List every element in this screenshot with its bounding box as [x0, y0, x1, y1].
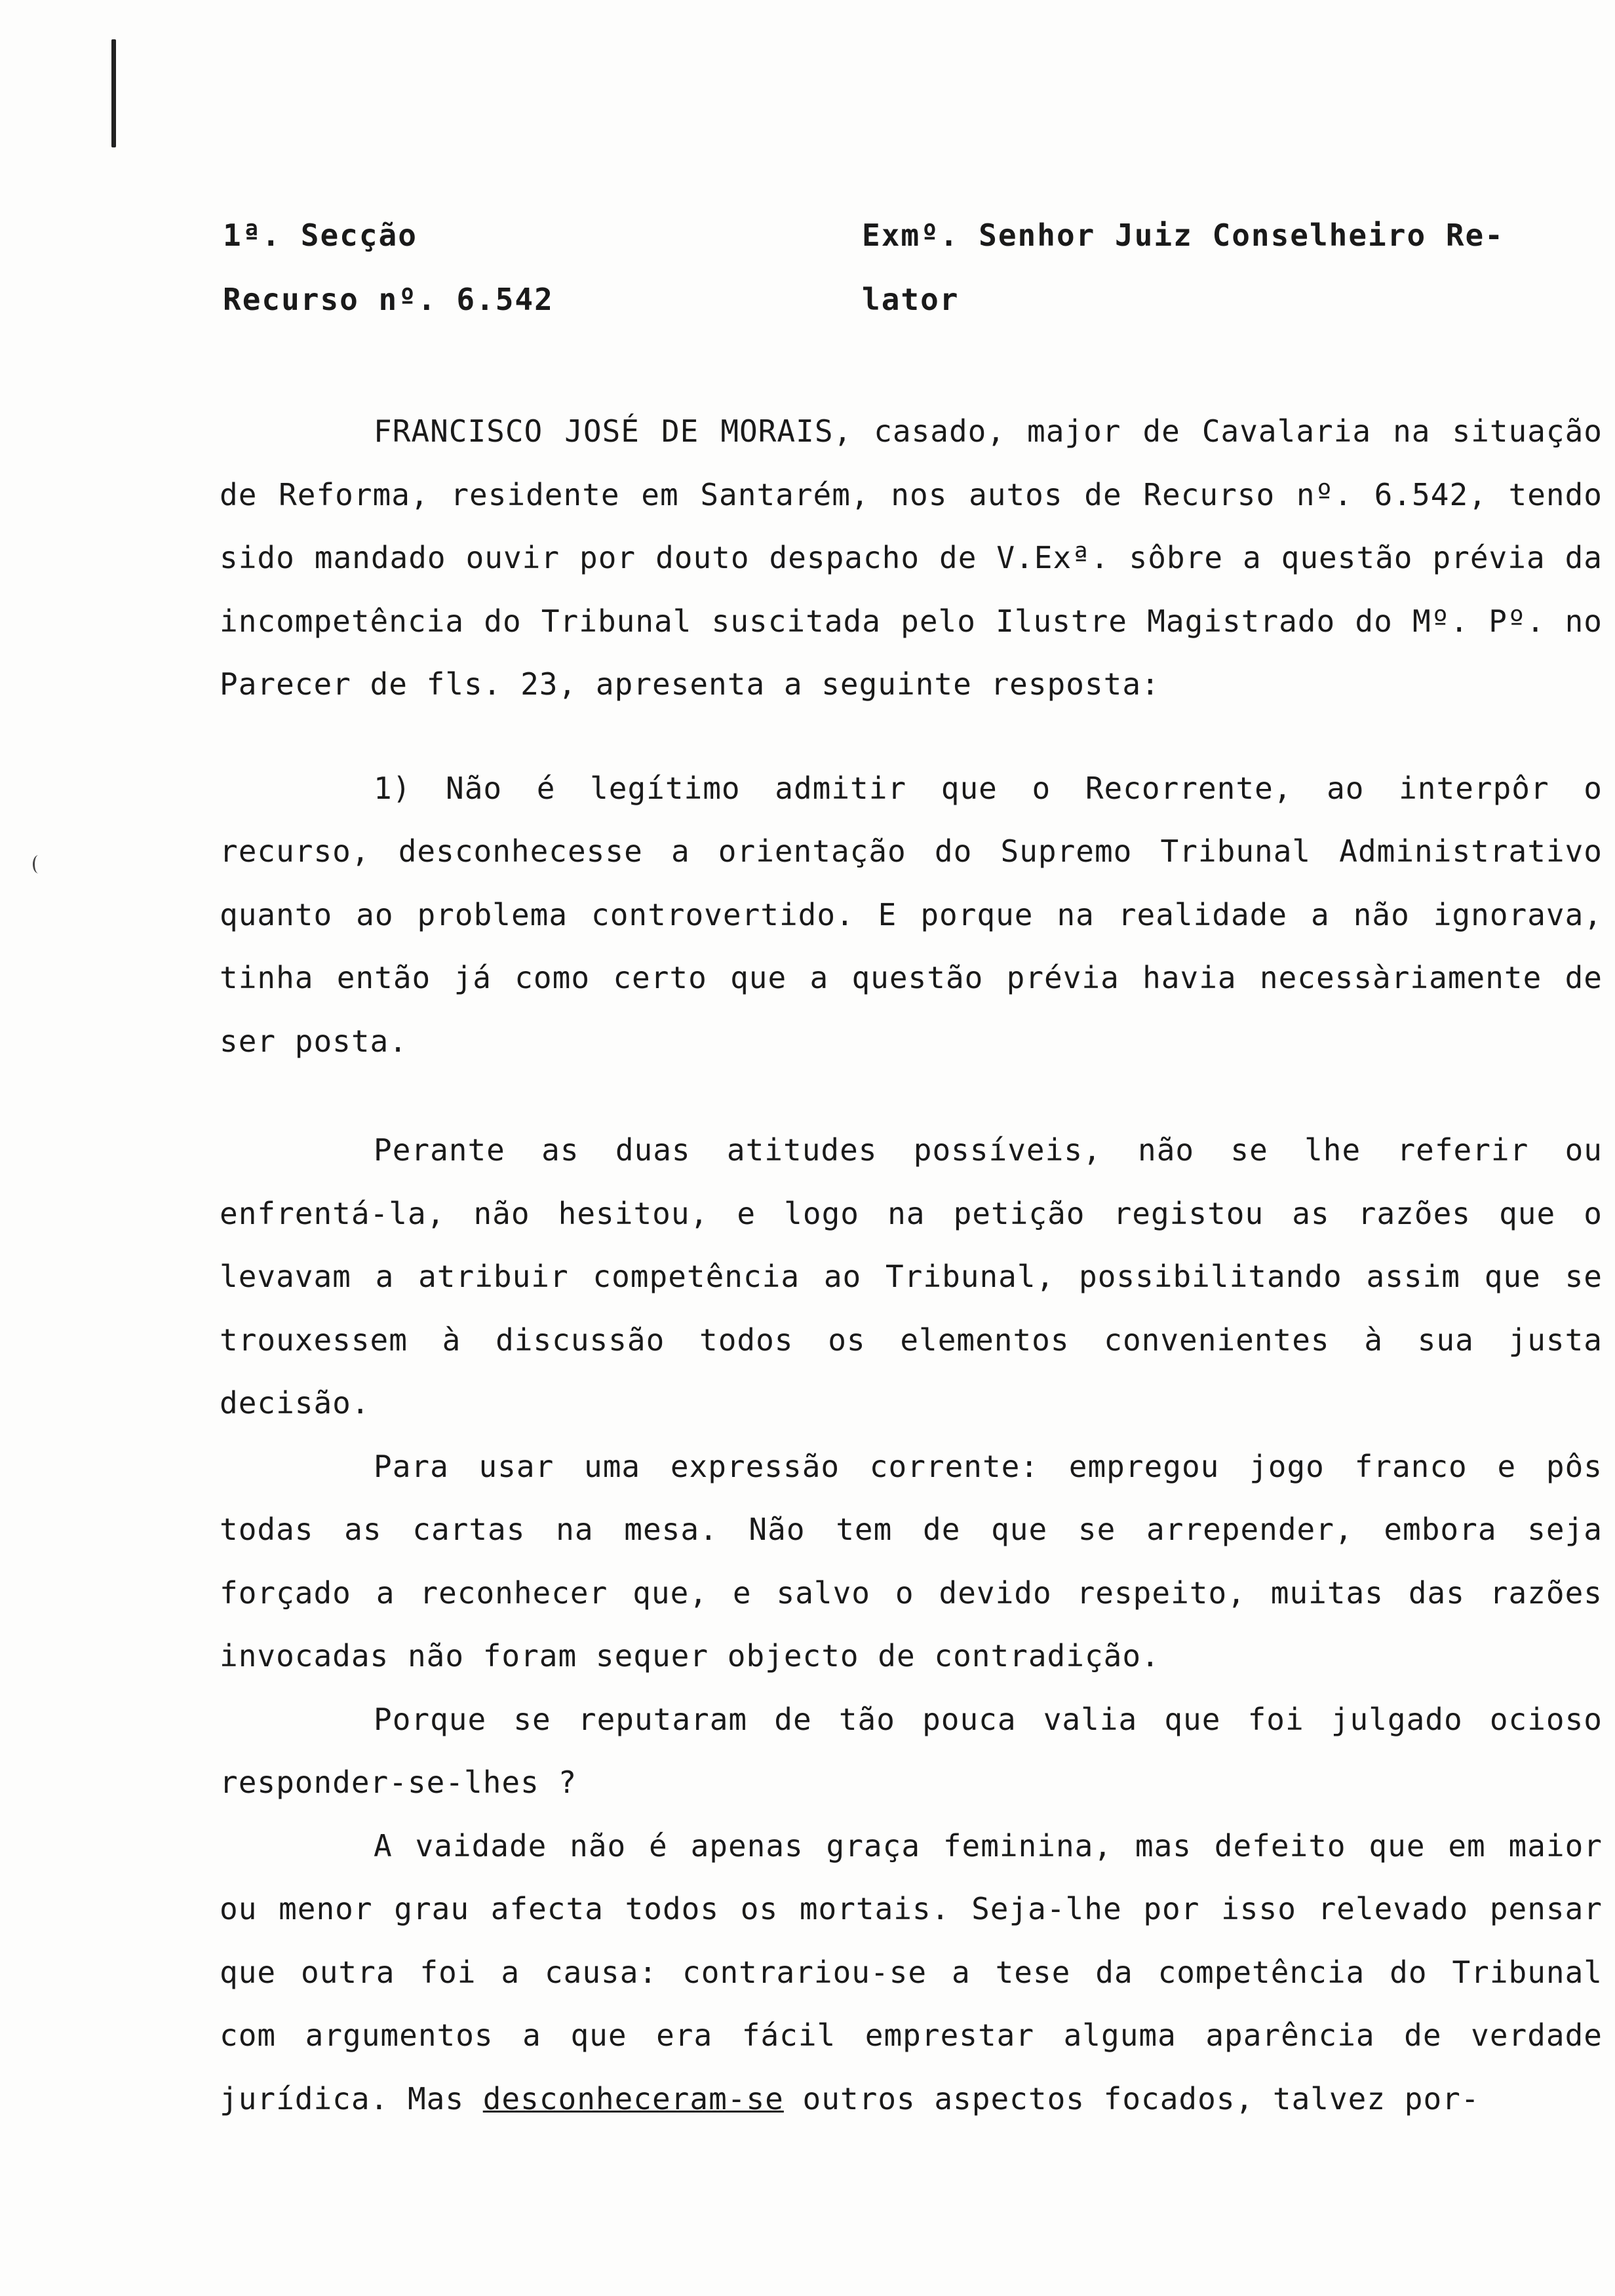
paragraph-vanity [220, 1814, 1603, 2131]
paragraph-expression: Para usar uma expressão corrente: empregou jogo franco e pôs todas as cartas na mesa. Não tem de que se arrepender, embora seja forçado a reconhecer que, e salvo o devido respeito, muitas das razões invocadas não foram sequer objecto de contradição. [220, 1448, 1603, 1674]
margin-pencil-mark [33, 855, 44, 873]
appeal-number: Recurso nº. 6.542 [223, 282, 554, 317]
addressee-line-1: Exmº. Senhor Juiz Conselheiro Re- [862, 218, 1504, 253]
underlined-word: desconheceram-se [482, 2080, 784, 2116]
addressee-line-2: lator [862, 282, 960, 317]
document-body [220, 400, 1603, 2130]
paragraph-vanity-text: A vaidade não é apenas graça feminina, mas defeito que em maior ou menor grau afecta todos os mortais. Seja-lhe por isso relevado pensar que outra foi a causa: contrariou-se a tese da competência do Tribunal com argumentos a que era fácil emprestar alguma aparência de verdade jurídica. Mas [220, 1827, 1603, 2116]
addressee [862, 203, 1504, 332]
paragraph-attitudes: Perante as duas atitudes possíveis, não se lhe referir ou enfrentá-la, não hesitou, e logo na petição registou as razões que o levavam a atribuir competência ao Tribunal, possibilitando assim que se trouxessem à discussão todos os elementos convenientes à sua justa decisão. [220, 1132, 1603, 1421]
paragraph-intro: FRANCISCO JOSÉ DE MORAIS, casado, major de Cavalaria na situação de Reforma, residente em Santarém, nos autos de Recurso nº. 6.542, tendo sido mandado ouvir por douto despacho de V.Exª. sôbre a questão prévia da incompetência do Tribunal suscitada pelo Ilustre Magistrado do Mº. Pº. no Parecer de fls. 23, apresenta a seguinte resposta: [220, 413, 1603, 702]
paragraph-point-1: 1) Não é legítimo admitir que o Recorrente, ao interpôr o recurso, desconhecesse a orientação do Supremo Tribunal Administrativo quanto ao problema controvertido. E porque na realidade a não ignorava, tinha então já como certo que a questão prévia havia necessàriamente de ser posta. [220, 770, 1603, 1059]
margin-binding-mark [111, 39, 116, 147]
case-reference [223, 203, 554, 332]
paragraph-vanity-end: outros aspectos focados, talvez por- [783, 2080, 1480, 2116]
paragraph-question: Porque se reputaram de tão pouca valia que foi julgado ocioso responder-se-lhes ? [220, 1701, 1603, 1800]
section-label: 1ª. Secção [223, 218, 418, 253]
